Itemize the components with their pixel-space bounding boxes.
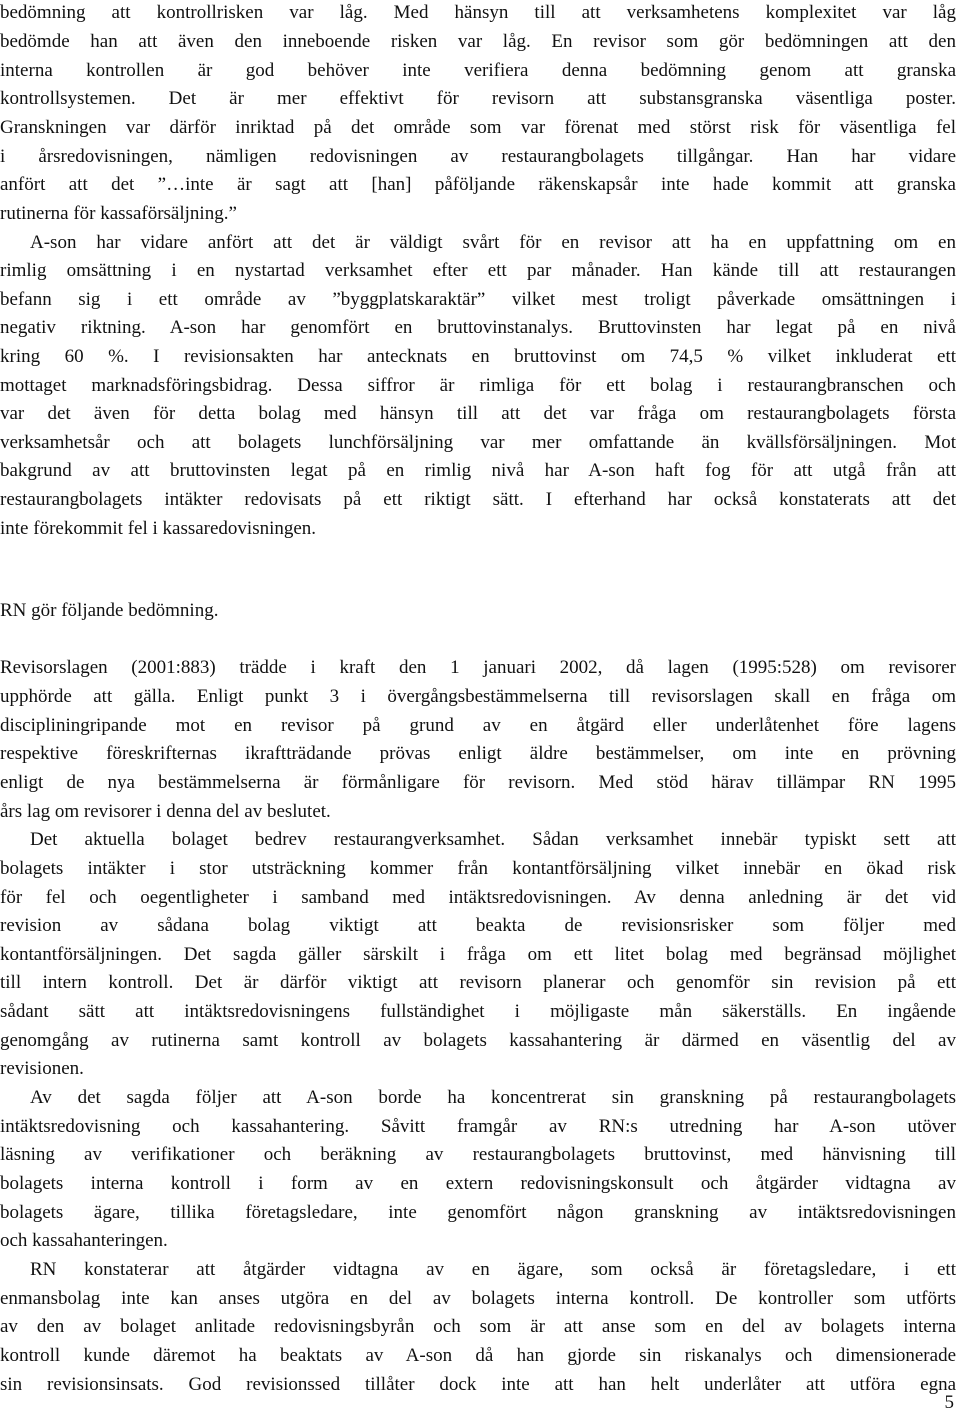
text-line: revision av sådana bolag viktigt att beakta de revisionsrisker som följer med — [0, 915, 956, 936]
text-line: RN konstaterar att åtgärder vidtagna av en ägare, som också är företagsledare, i ett — [30, 1259, 956, 1280]
text-line: rimlig omsättning i en nystartad verksamhet efter ett par månader. Han kände till att restaurangen — [0, 260, 956, 281]
text-line: kring 60 %. I revisionsakten har antecknats en bruttovinst om 74,5 % vilket inkluderat ett — [0, 346, 956, 367]
text-line: rutinerna för kassaförsäljning.” — [0, 203, 237, 224]
text-line: interna kontrollen är god behöver inte verifiera denna bedömning genom att granska — [0, 60, 956, 81]
text-line: för fel och oegentligheter i samband med intäktsredovisningen. Av denna anledning är det vid — [0, 887, 956, 908]
text-line: Granskningen var därför inriktad på det område som var förenat med störst risk för väsentliga fel — [0, 117, 956, 138]
text-line: enmansbolag inte kan anses utgöra en del av bolagets interna kontroll. De kontroller som utförts — [0, 1288, 956, 1309]
text-line: bedömning att kontrollrisken var låg. Med hänsyn till att verksamhetens komplexitet var låg — [0, 2, 956, 23]
text-line: restaurangbolagets intäkter redovisats på ett riktigt sätt. I efterhand har också konstaterats att det — [0, 489, 956, 510]
text-line: Det aktuella bolaget bedrev restaurangverksamhet. Sådan verksamhet innebär typiskt sett att — [30, 829, 956, 850]
text-line: Av det sagda följer att A-son borde ha koncentrerat sin granskning på restaurangbolagets — [30, 1087, 956, 1108]
text-line: befann sig i ett område av ”byggplatskaraktär” vilket mest troligt påverkade omsättningen i — [0, 289, 956, 310]
text-line: negativ riktning. A-son har genomfört en bruttovinstanalys. Bruttovinsten har legat på en nivå — [0, 317, 956, 338]
text-line: verksamhetsår och att bolagets lunchförsäljning var mer omfattande än kvällsförsäljningen. Mot — [0, 432, 956, 453]
text-line: A-son har vidare anfört att det är väldigt svårt för en revisor att ha en uppfattning om en — [30, 232, 956, 253]
text-line: läsning av verifikationer och beräkning av restaurangbolagets bruttovinst, med hänvisning till — [0, 1144, 956, 1165]
text-line: bedömde han att även den inneboende risken var låg. En revisor som gör bedömningen att den — [0, 31, 956, 52]
text-line: discipliningripande mot en revisor på grund av en åtgärd eller underlåtenhet före lagens — [0, 715, 956, 736]
text-line: var det även för detta bolag med hänsyn till att det var fråga om restaurangbolagets första — [0, 403, 956, 424]
text-line: av den av bolaget anlitade redovisningsbyrån och som är att anse som en del av bolagets interna — [0, 1316, 956, 1337]
text-line: bolagets ägare, tillika företagsledare, inte genomfört någon granskning av intäktsredovisningen — [0, 1202, 956, 1223]
text-line: bolagets interna kontroll i form av en extern redovisningskonsult och åtgärder vidtagna av — [0, 1173, 956, 1194]
text-line: i årsredovisningen, nämligen redovisningen av restaurangbolagets tillgångar. Han har vidare — [0, 146, 956, 167]
text-line: till intern kontroll. Det är därför viktigt att revisorn planerar och genomför sin revision på ett — [0, 972, 956, 993]
text-line: Revisorslagen (2001:883) trädde i kraft den 1 januari 2002, då lagen (1995:528) om revisorer — [0, 657, 956, 678]
text-line: och kassahanteringen. — [0, 1230, 168, 1251]
text-line: revisionen. — [0, 1058, 84, 1079]
text-line: inte förekommit fel i kassaredovisningen. — [0, 518, 317, 539]
text-line: sin revisionsinsats. God revisionssed tillåter dock inte att han helt underlåter att utföra egna — [0, 1374, 956, 1395]
text-line: sådant sätt att intäktsredovisningens fullständighet i möjligaste mån säkerställs. En ingående — [0, 1001, 956, 1022]
text-line: intäktsredovisning och kassahantering. Såvitt framgår av RN:s utredning har A-son utöver — [0, 1116, 956, 1137]
text-line: upphörde att gälla. Enligt punkt 3 i övergångsbestämmelserna till revisorslagen skall en fråga om — [0, 686, 956, 707]
page-number: 5 — [944, 1392, 954, 1413]
text-line: genomgång av rutinerna samt kontroll av bolagets kassahantering är därmed en väsentlig del av — [0, 1030, 956, 1051]
text-line: RN gör följande bedömning. — [0, 600, 219, 621]
text-line: kontantförsäljningen. Det sagda gäller särskilt i fråga om ett litet bolag med begränsad möjlighet — [0, 944, 956, 965]
text-line: enligt de nya bestämmelserna är förmånligare för revisorn. Med stöd härav tillämpar RN 1995 — [0, 772, 956, 793]
text-line: bakgrund av att bruttovinsten legat på en rimlig nivå har A-son haft fog för att utgå från att — [0, 460, 956, 481]
text-line: bolagets intäkter i stor utsträckning kommer från kontantförsäljning vilket innebär en ökad risk — [0, 858, 956, 879]
text-line: anfört att det ”…inte är sagt att [han] påföljande räkenskapsår inte hade kommit att granska — [0, 174, 956, 195]
text-line: mottaget marknadsföringsbidrag. Dessa siffror är rimliga för ett bolag i restaurangbranschen och — [0, 375, 956, 396]
text-line: kontroll kunde däremot ha beaktats av A-son då han gjorde sin riskanalys och dimensionerade — [0, 1345, 956, 1366]
text-line: respektive föreskrifternas ikraftträdande prövas enligt äldre bestämmelser, om inte en prövning — [0, 743, 956, 764]
text-line: kontrollsystemen. Det är mer effektivt för revisorn att substansgranska väsentliga poster. — [0, 88, 956, 109]
text-line: års lag om revisorer i denna del av beslutet. — [0, 801, 331, 822]
